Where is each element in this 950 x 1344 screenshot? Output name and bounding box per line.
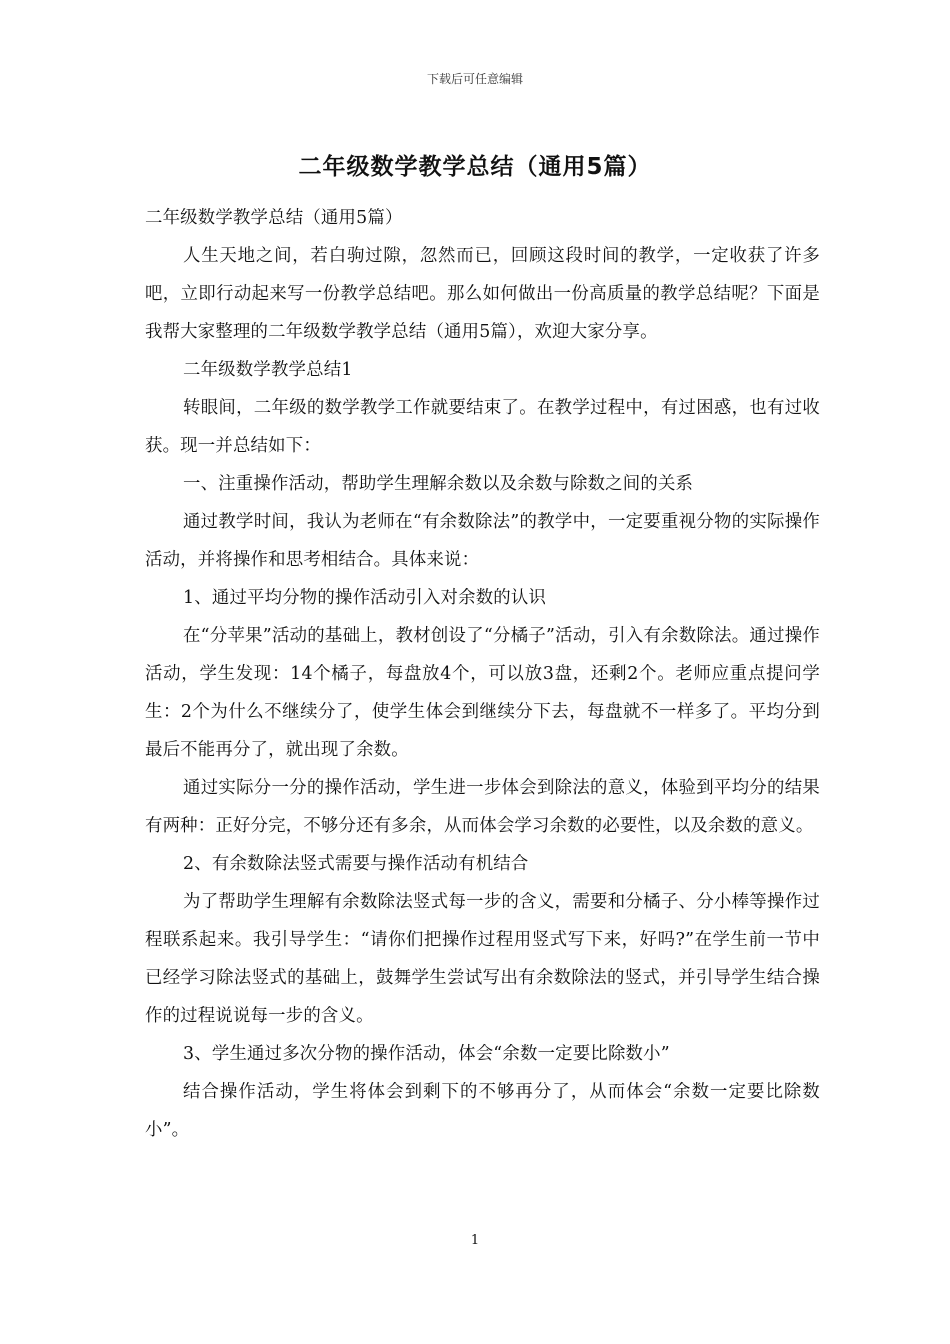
body-paragraph: 为了帮助学生理解有余数除法竖式每一步的含义，需要和分橘子、分小棒等操作过程联系起来。我引导学生：“请你们把操作过程用竖式写下来，好吗?”在学生前一节中已经学习除法竖式的基础上，鼓舞学生尝试写出有余数除法的竖式，并引导学生结合操作的过程说说每一步的含义。 [145,892,820,1026]
subpoint-heading: 2、有余数除法竖式需要与操作活动有机结合 [183,854,529,874]
body-paragraph: 通过教学时间，我认为老师在“有余数除法”的教学中，一定要重视分物的实际操作活动，并将操作和思考相结合。具体来说： [145,512,820,570]
header-note: 下载后可任意编辑 [426,72,523,86]
subpoint-heading: 1、通过平均分物的操作活动引入对余数的认识 [183,588,547,608]
intro-paragraph: 人生天地之间，若白驹过隙，忽然而已，回顾这段时间的教学，一定收获了许多吧，立即行动起来写一份教学总结吧。那么如何做出一份高质量的教学总结呢？下面是我帮大家整理的二年级数学教学总结（通用5篇），欢迎大家分享。 [145,246,820,342]
page-number: 1 [470,1233,480,1248]
subtitle-paragraph: 二年级数学教学总结（通用5篇） [145,208,403,228]
section-heading: 二年级数学教学总结1 [183,360,353,380]
body-paragraph: 通过实际分一分的操作活动，学生进一步体会到除法的意义，体验到平均分的结果有两种：正好分完，不够分还有多余，从而体会学习余数的必要性，以及余数的意义。 [145,778,820,836]
document-body [145,199,820,1149]
body-paragraph: 在“分苹果”活动的基础上，教材创设了“分橘子”活动，引入有余数除法。通过操作活动，学生发现：14个橘子，每盘放4个，可以放3盘，还剩2个。老师应重点提问学生：2个为什么不继续分了，使学生体会到继续分下去，每盘就不一样多了。平均分到最后不能再分了，就出现了余数。 [145,626,820,760]
body-paragraph: 结合操作活动，学生将体会到剩下的不够再分了，从而体会“余数一定要比除数小”。 [145,1082,820,1140]
document-title: 二年级数学教学总结（通用5篇） [298,154,652,180]
point-heading: 一、注重操作活动，帮助学生理解余数以及余数与除数之间的关系 [183,474,694,494]
subpoint-heading: 3、学生通过多次分物的操作活动，体会“余数一定要比除数小” [183,1044,670,1064]
body-paragraph: 转眼间，二年级的数学教学工作就要结束了。在教学过程中，有过困惑，也有过收获。现一并总结如下： [145,398,820,456]
